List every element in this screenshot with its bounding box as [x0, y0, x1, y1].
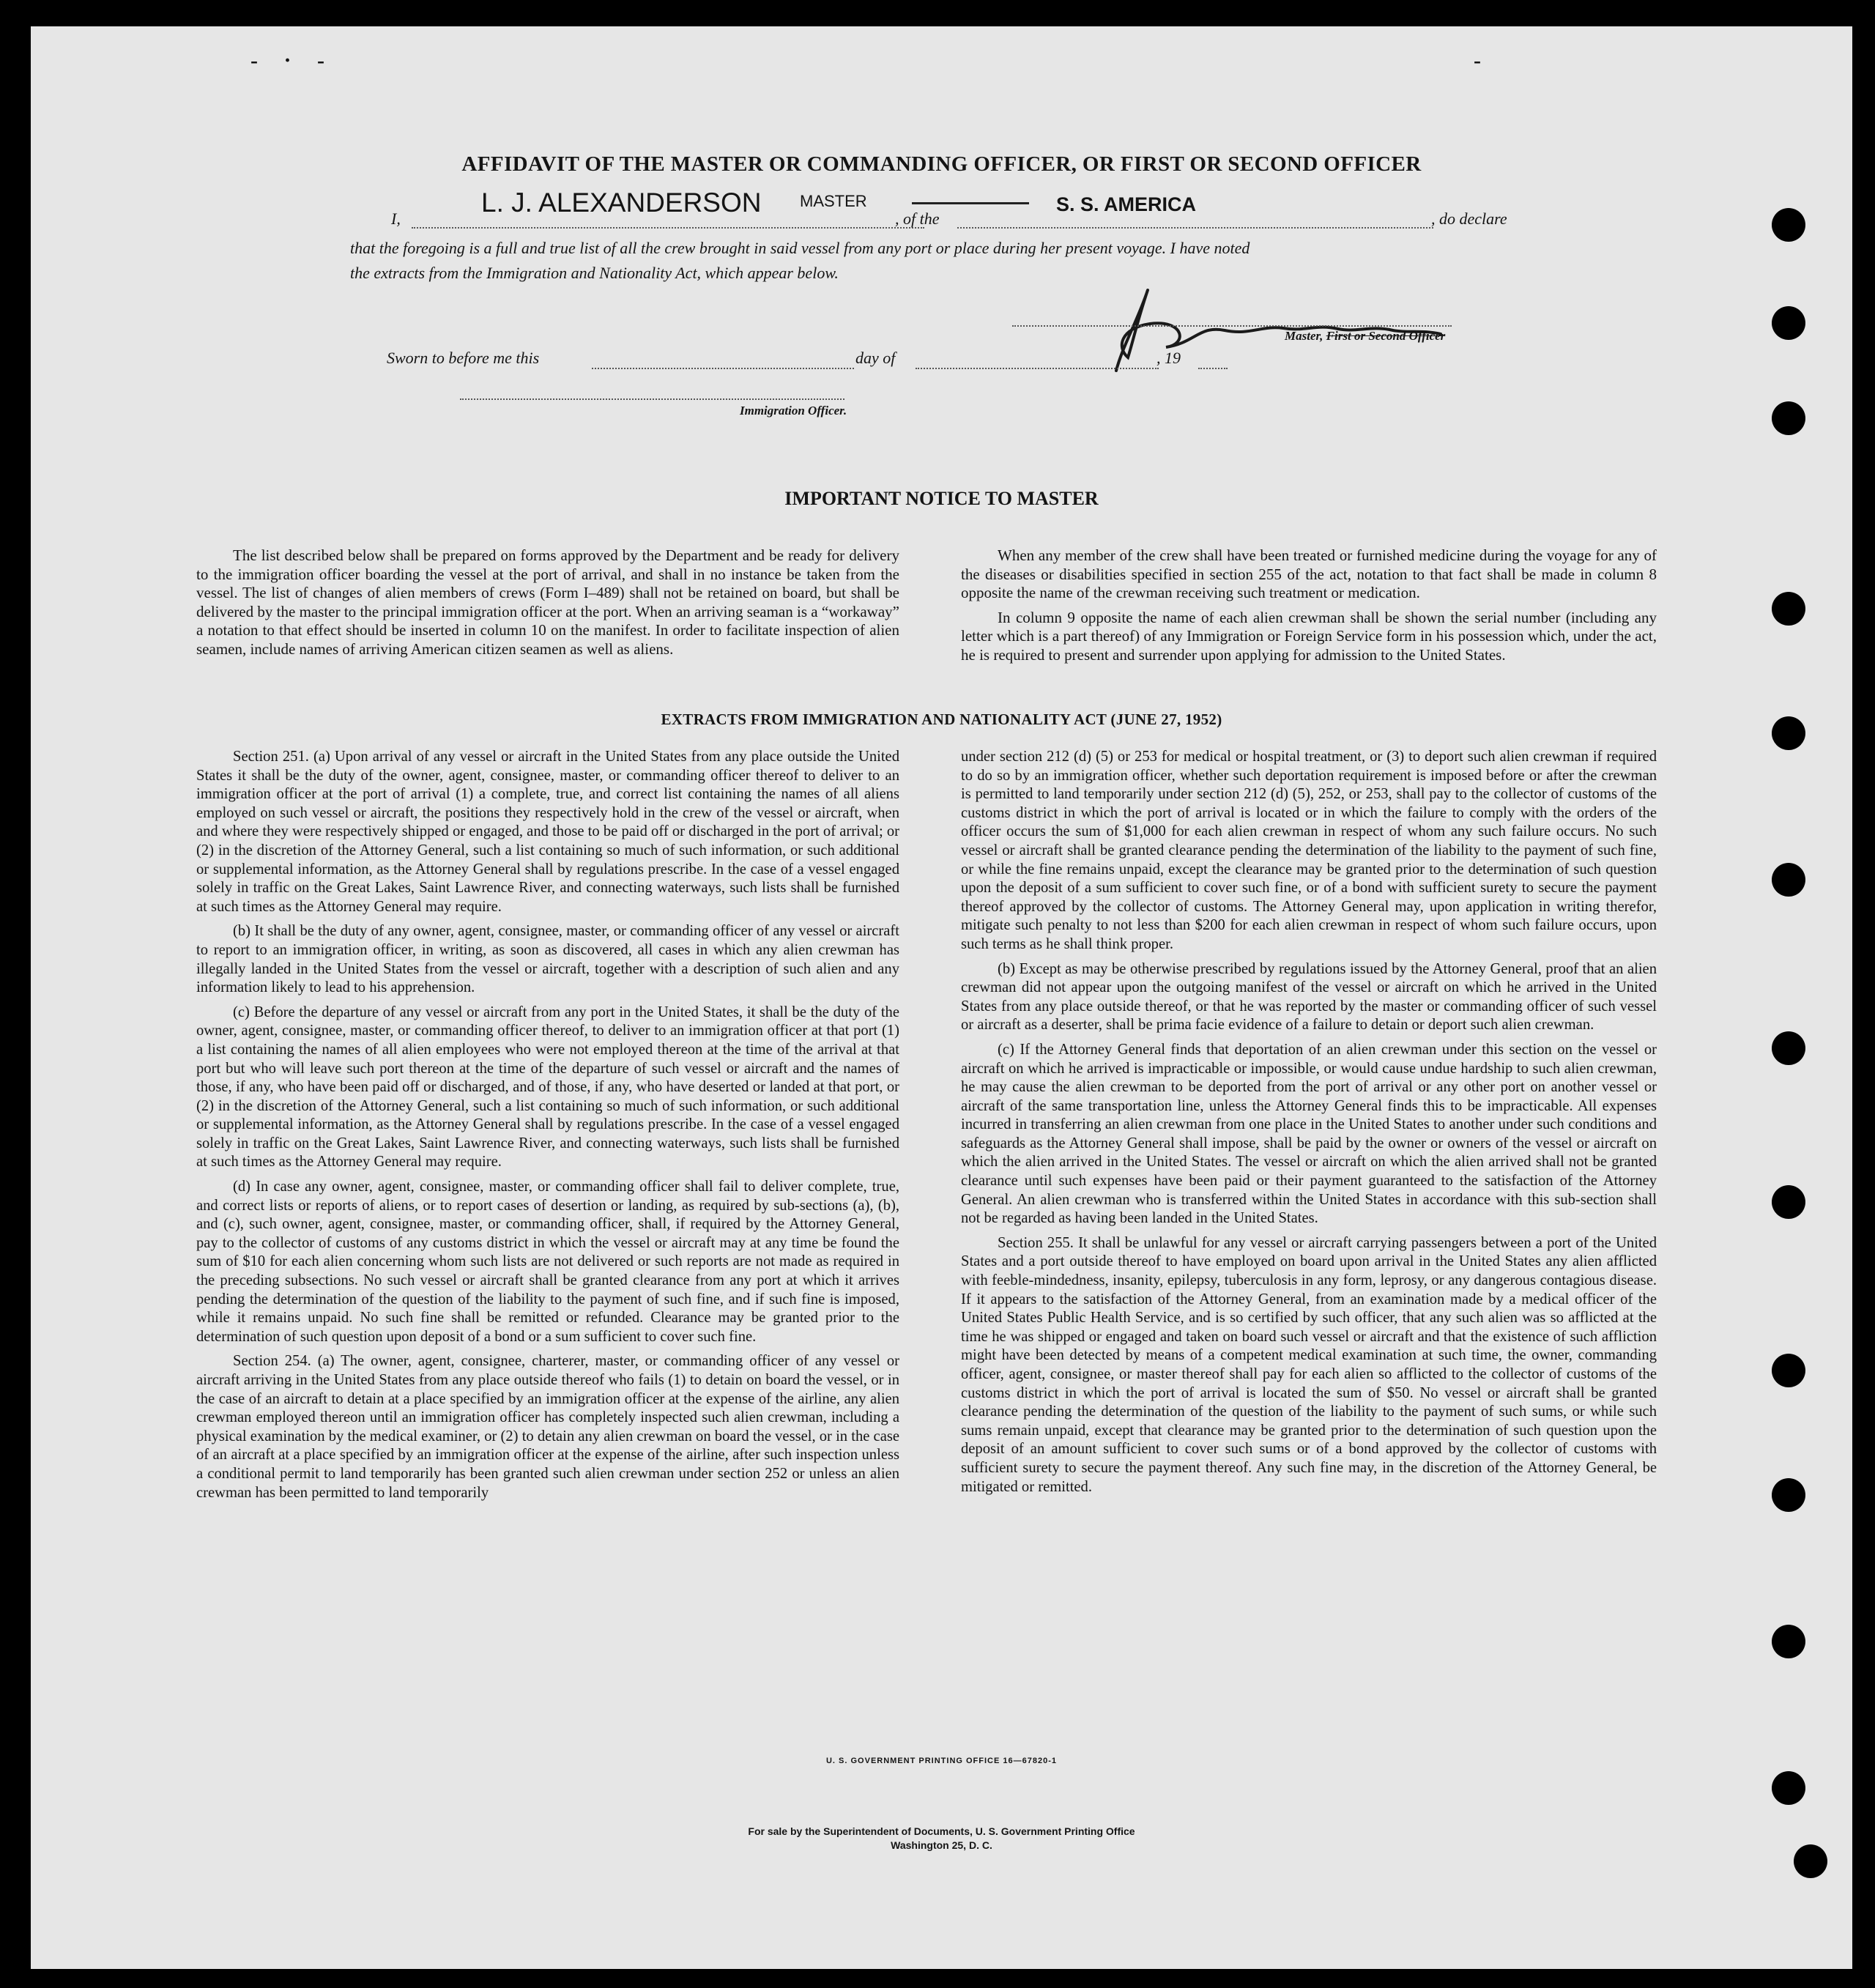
section-251d: (d) In case any owner, agent, consignee, master, or commanding officer shall fail to deliver complete, true, and correct lists or reports of aliens, or to report cases of desertion or landing, as required by sub-sections (a), (b), and (c), such owner, agent, consignee, master, or commanding officer, shall, if required by the Attorney General, pay to the collector of customs of any customs district in which the vessel or aircraft may at any time be found the sum of $10 for each alien concerning whom such lists are not delivered or such reports are not made as required in the preceding subsections. No such vessel or aircraft shall be granted clearance from any port at which it arrives pending the determination of the question of the liability to the payment of such fine, and if such fine is imposed, while it remains unpaid. No such fine shall be remitted or refunded. Clearance may be granted prior to the determination of such question upon deposit of a bond or a sum sufficient to cover such fine.	[196, 1179, 899, 1345]
binder-hole-icon	[1772, 863, 1805, 897]
section-254a-continued: under section 212 (d) (5) or 253 for medical or hospital treatment, or (3) to deport such alien crewman if required to do so by an immigration officer, whether such deportation requirement is imposed before or after the crewman is permitted to land temporarily under section 212 (d) (5), 252, or 253, shall pay to the collector of customs of the customs district in which the port of arrival is located or in which the failure to comply with the orders of the officer occurs the sum of $1,000 for each alien crewman in respect of whom any such failure occurs. No such vessel or aircraft shall be granted clearance pending the determination of the liability to the payment of such fine, or while the fine remains unpaid, except the clearance may be granted prior to the determination of such question upon the deposit of a sum sufficient to cover such fine, or of a bond with sufficient surety to secure the payment thereof approved by the collector of customs. The Attorney General may, upon application in writing therefor, mitigate such penalty to not less than $200 for each alien crewman in respect of whom such failure occurs, upon such terms as he shall think proper.	[961, 749, 1657, 952]
binder-hole-icon	[1794, 1844, 1827, 1878]
binder-hole-icon	[1772, 716, 1805, 750]
sworn-month-line	[916, 368, 1159, 369]
document-page	[31, 26, 1852, 1969]
extracts-title: EXTRACTS FROM IMMIGRATION AND NATIONALITY ACT (JUNE 27, 1952)	[661, 711, 1222, 728]
name-line	[412, 227, 924, 229]
officer-signature-line	[460, 398, 844, 400]
notice-title: IMPORTANT NOTICE TO MASTER	[784, 488, 1099, 509]
affidavit-body-line1: that the foregoing is a full and true list of all the crew brought in said vessel from any port or place during her present voyage. I have noted	[350, 239, 1250, 257]
binder-hole-icon	[1772, 1031, 1805, 1065]
section-255: Section 255. It shall be unlawful for any vessel or aircraft carrying passengers between a port of the United States and a port outside thereof to have employed on board upon arrival in the United States any alien afflicted with feeble-mindedness, insanity, epilepsy, tuberculosis in any form, leprosy, or any dangerous contagious disease. If it appears to the satisfaction of the Attorney General, from an examination made by a medical officer of the United States Public Health Service, and is so certified by such officer, that any such alien was so afflicted at the time he was shipped or engaged and taken on board such vessel or aircraft and that the existence of such affliction might have been detected by means of a competent medical examination at such time, the owner, commanding officer, agent, consignee, or master thereof shall pay for each alien so afflicted to the collector of customs of the customs district in which the port of arrival is located the sum of $50. No vessel or aircraft shall be granted clearance pending the determination of the question of the liability to the payment of such sums, or while such sums remain unpaid, except that clearance may be granted prior to the determination of such question upon the deposit of an amount sufficient to cover such sums or of a bond approved by the collector of customs with sufficient surety to secure the payment thereof. Any such fine may, in the discretion of the Attorney General, be mitigated or remitted.	[961, 1234, 1657, 1495]
sale-notice-line2: Washington 25, D. C.	[891, 1839, 992, 1851]
top-right-mark: -	[1474, 48, 1491, 73]
notice-right-text-1: When any member of the crew shall have been treated or furnished medicine during the voyage for any of the diseases or disabilities specified in section 255 of the act, notation to that fact shall be made in column 8 opposite the name of the crewman receiving such treatment or medication.	[961, 546, 1657, 602]
vessel-name: S. S. AMERICA	[1056, 193, 1197, 215]
sworn-label: Sworn to before me this	[387, 349, 540, 367]
binder-hole-icon	[1772, 1771, 1805, 1805]
binder-hole-icon	[1772, 306, 1805, 340]
section-254a: Section 254. (a) The owner, agent, consignee, charterer, master, or commanding officer of any vessel or aircraft arriving in the United States from any place outside thereof who fails (1) to detain on board the vessel, or in the case of an aircraft to detain at a place specified by an immigration officer at the expense of the airline, any alien crewman employed thereon until an immigration officer has completely inspected such alien crewman, including a physical examination by the medical examiner, or (2) to detain any alien crewman on board the vessel, or in the case of an aircraft at a place specified by an immigration officer at the expense of the airline, after such inspection unless a conditional permit to land temporarily has been granted such alien crewman under section 252 or unless an alien crewman has been permitted to land temporarily	[196, 1353, 899, 1501]
binder-hole-icon	[1772, 401, 1805, 435]
notice-left-text: The list described below shall be prepared on forms approved by the Department and be ready for delivery to the immigration officer boarding the vessel at the port of arrival, and shall in no instance be taken from the vessel. The list of changes of alien members of crews (Form I–489) shall not be retained on board, but shall be delivered by the master to the principal immigration officer at the port. When an arriving seaman is a “workaway” a notation to that effect should be inserted in column 10 on the manifest. In order to facilitate inspection of alien seamen, include names of arriving American citizen seamen as well as aliens.	[196, 546, 899, 658]
master-signature-icon	[1078, 261, 1459, 378]
binder-hole-icon	[1772, 1185, 1805, 1219]
rank-typed: MASTER	[800, 192, 867, 210]
of-the-label: , of the	[895, 209, 940, 228]
binder-hole-icon	[1772, 1478, 1805, 1512]
signature-caption	[1285, 329, 1445, 344]
title-rule	[912, 202, 1029, 204]
binder-hole-icon	[1772, 1354, 1805, 1387]
printer-imprint: U. S. GOVERNMENT PRINTING OFFICE 16—67820-1	[825, 1757, 1057, 1765]
notice-right	[961, 546, 1657, 671]
i-prefix: I,	[391, 209, 401, 228]
binder-hole-icon	[1772, 1625, 1805, 1658]
struck-officer-caption: First or Second Officer	[1326, 329, 1446, 343]
do-declare-label: , do declare	[1431, 209, 1507, 228]
vessel-line	[957, 227, 1433, 229]
affidavit-title: AFFIDAVIT OF THE MASTER OR COMMANDING OFFICER, OR FIRST OR SECOND OFFICER	[461, 152, 1422, 176]
section-251b: (b) It shall be the duty of any owner, agent, consignee, master, or commanding officer of any vessel or aircraft to report to an immigration officer, in writing, as soon as discovered, all cases in which any alien crewman has illegally landed in the United States from the vessel or aircraft, together with a description of such alien and any information likely to lead to his apprehension.	[196, 923, 899, 996]
extracts-right-column	[961, 748, 1657, 1502]
section-254c: (c) If the Attorney General finds that deportation of an alien crewman under this section on the vessel or aircraft on which he arrived is impracticable or impossible, or would cause undue hardship to such alien crewman, he may cause the alien crewman to be deported from the port of arrival or any other port on another vessel or aircraft of the same transportation line, unless the Attorney General finds this to be impracticable. All expenses incurred in transferring an alien crewman from one place in the United States to another under such conditions and safeguards as the Attorney General shall impose, shall be paid by the owner or owners of the vessel or aircraft on which the alien arrived in the United States. The vessel or aircraft on which the alien arrived shall not be granted clearance until such expenses have been paid or their payment guaranteed to the satisfaction of the Attorney General. An alien crewman who is transferred within the United States in accordance with this sub-section shall not be regarded as having been landed in the United States.	[961, 1041, 1657, 1227]
sworn-day-line	[592, 368, 854, 369]
affidavit-body-line2: the extracts from the Immigration and Nationality Act, which appear below.	[350, 264, 839, 282]
sale-notice-line1: For sale by the Superintendent of Documents, U. S. Government Printing Office	[748, 1825, 1135, 1837]
signature-line	[1012, 325, 1452, 327]
extracts-left-column	[196, 748, 899, 1508]
master-name: L. J. ALEXANDERSON	[481, 188, 762, 218]
section-251c: (c) Before the departure of any vessel or aircraft from any port in the United States, it shall be the duty of the owner, agent, consignee, master, or commanding officer thereof, to deliver to an immigration officer at that port (1) a list containing the names of all alien employees who were not employed thereon at the time of the arrival at that port but who will leave such port thereon at the time of the departure of such vessel or aircraft and the names of those, if any, who have been paid off or discharged, and of those, if any, who have deserted or landed at that port, or (2) in the discretion of the Attorney General, such a list containing so much of such information, or such additional or supplemental information, as the Attorney General shall by regulations prescribe. In the case of a vessel engaged solely in traffic on the Great Lakes, Saint Lawrence River, and connecting waterways, such lists shall be furnished at such times as the Attorney General may require.	[196, 1004, 899, 1171]
year-prefix: , 19	[1156, 349, 1181, 367]
officer-caption: Immigration Officer.	[740, 404, 847, 418]
top-left-marks: - · -	[250, 48, 335, 73]
section-251a: Section 251. (a) Upon arrival of any vessel or aircraft in the United States from any place outside the United States it shall be the duty of the owner, agent, consignee, master, or commanding officer thereof to deliver to an immigration officer at the port of arrival (1) a complete, true, and correct list containing the names of all aliens employed on such vessel or aircraft, the positions they respectively hold in the crew of the vessel or aircraft, when and where they were respectively shipped or engaged, and those to be paid off or discharged in the port of arrival; or (2) in the discretion of the Attorney General, such a list containing so much of such information, or such additional or supplemental information, as the Attorney General shall by regulations prescribe. In the case of a vessel engaged solely in traffic on the Great Lakes, Saint Lawrence River, and connecting waterways, such lists shall be furnished at such times as the Attorney General may require.	[196, 749, 899, 915]
sworn-year-line	[1198, 368, 1228, 369]
section-254b: (b) Except as may be otherwise prescribed by regulations issued by the Attorney General, proof that an alien crewman did not appear upon the outgoing manifest of the vessel or aircraft on which he arrived in the United States from any place outside thereof, or that he was reported by the master or commanding officer of such vessel or aircraft as a deserter, shall be prima facie evidence of a failure to detain or deport such alien crewman.	[961, 960, 1657, 1034]
binder-hole-icon	[1772, 208, 1805, 242]
day-of-label: day of	[855, 349, 896, 367]
binder-hole-icon	[1772, 592, 1805, 626]
master-caption: Master,	[1285, 329, 1323, 343]
notice-right-text-2: In column 9 opposite the name of each alien crewman shall be shown the serial number (including any letter which is a part thereof) of any Immigration or Foreign Service form in his possession which, under the act, he is required to present and surrender upon applying for admission to the United States.	[961, 608, 1657, 664]
notice-left	[196, 546, 899, 665]
